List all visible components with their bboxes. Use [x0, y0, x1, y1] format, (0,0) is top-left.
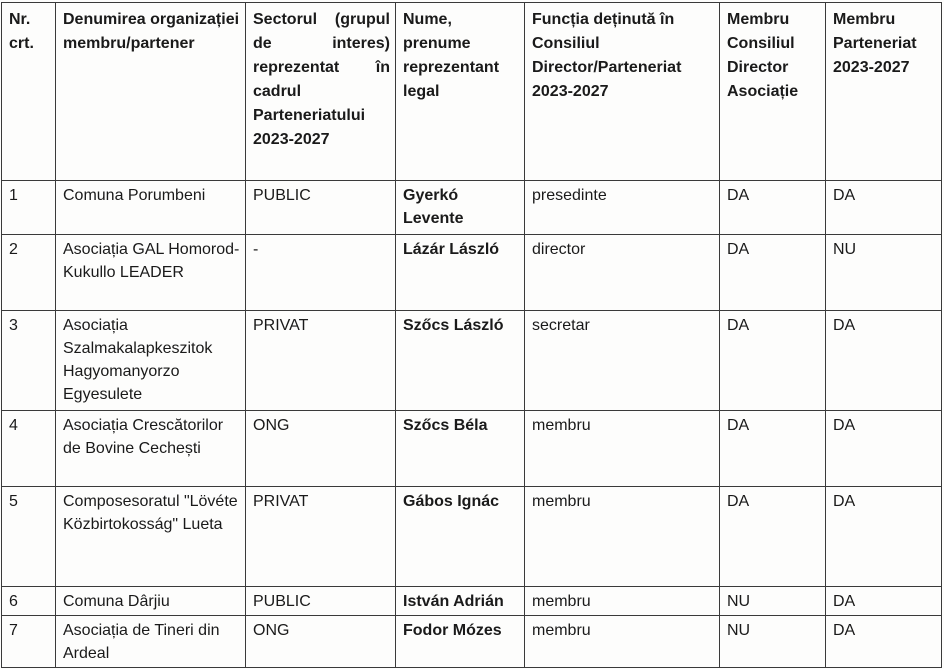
sector-value: ONG [246, 411, 396, 487]
table-row [2, 411, 942, 487]
table-header-row [2, 3, 942, 181]
representative-name: Lázár László [396, 235, 525, 311]
representative-name: Szőcs László [396, 311, 525, 411]
row-number: 1 [2, 181, 56, 235]
function-value: membru [525, 587, 720, 616]
organization-name: Asociația GAL Homorod-Kukullo LEADER [56, 235, 246, 311]
row-number: 7 [2, 616, 56, 668]
function-value: membru [525, 487, 720, 587]
header-organization: Denumirea organizației membru/partener [56, 3, 246, 181]
header-sector: Sectorul (grupul de interes) reprezentat în cadrul Parteneriatului 2023-2027 [246, 3, 396, 181]
sector-value: PUBLIC [246, 587, 396, 616]
header-representative: Nume, prenume reprezentant legal [396, 3, 525, 181]
table-row [2, 311, 942, 411]
row-number: 2 [2, 235, 56, 311]
function-value: membru [525, 411, 720, 487]
organization-name: Comuna Porumbeni [56, 181, 246, 235]
function-value: director [525, 235, 720, 311]
organization-name: Asociația Szalmakalapkeszitok Hagyomanyorzo Egyesulete [56, 311, 246, 411]
sector-value: - [246, 235, 396, 311]
organization-name: Asociația Crescătorilor de Bovine Cechești [56, 411, 246, 487]
partnership-member-value: DA [826, 311, 942, 411]
function-value: secretar [525, 311, 720, 411]
partnership-member-value: NU [826, 235, 942, 311]
representative-name: Gábos Ignác [396, 487, 525, 587]
table-row [2, 616, 942, 668]
partnership-member-value: DA [826, 587, 942, 616]
partnership-member-value: DA [826, 181, 942, 235]
row-number: 5 [2, 487, 56, 587]
representative-name: Gyerkó Levente [396, 181, 525, 235]
partnership-member-value: DA [826, 616, 942, 668]
row-number: 3 [2, 311, 56, 411]
header-nr-crt: Nr. crt. [2, 3, 56, 181]
organization-name: Asociația de Tineri din Ardeal [56, 616, 246, 668]
table-row [2, 587, 942, 616]
representative-name: István Adrián [396, 587, 525, 616]
row-number: 6 [2, 587, 56, 616]
board-member-value: DA [720, 235, 826, 311]
function-value: membru [525, 616, 720, 668]
header-function: Funcția deținută în Consiliul Director/Parteneriat 2023-2027 [525, 3, 720, 181]
sector-value: PRIVAT [246, 487, 396, 587]
table-row [2, 487, 942, 587]
board-member-value: DA [720, 181, 826, 235]
table-row [2, 235, 942, 311]
board-member-value: DA [720, 311, 826, 411]
members-table [1, 2, 942, 668]
representative-name: Fodor Mózes [396, 616, 525, 668]
organization-name: Composesoratul "Lövéte Közbirtokosság" Lueta [56, 487, 246, 587]
board-member-value: NU [720, 616, 826, 668]
sector-value: PUBLIC [246, 181, 396, 235]
function-value: presedinte [525, 181, 720, 235]
header-partnership-member: Membru Parteneriat 2023-2027 [826, 3, 942, 181]
sector-value: PRIVAT [246, 311, 396, 411]
board-member-value: NU [720, 587, 826, 616]
row-number: 4 [2, 411, 56, 487]
board-member-value: DA [720, 487, 826, 587]
sector-value: ONG [246, 616, 396, 668]
table-row [2, 181, 942, 235]
representative-name: Szőcs Béla [396, 411, 525, 487]
board-member-value: DA [720, 411, 826, 487]
partnership-member-value: DA [826, 487, 942, 587]
header-board-member: Membru Consiliul Director Asociație [720, 3, 826, 181]
partnership-member-value: DA [826, 411, 942, 487]
organization-name: Comuna Dârjiu [56, 587, 246, 616]
